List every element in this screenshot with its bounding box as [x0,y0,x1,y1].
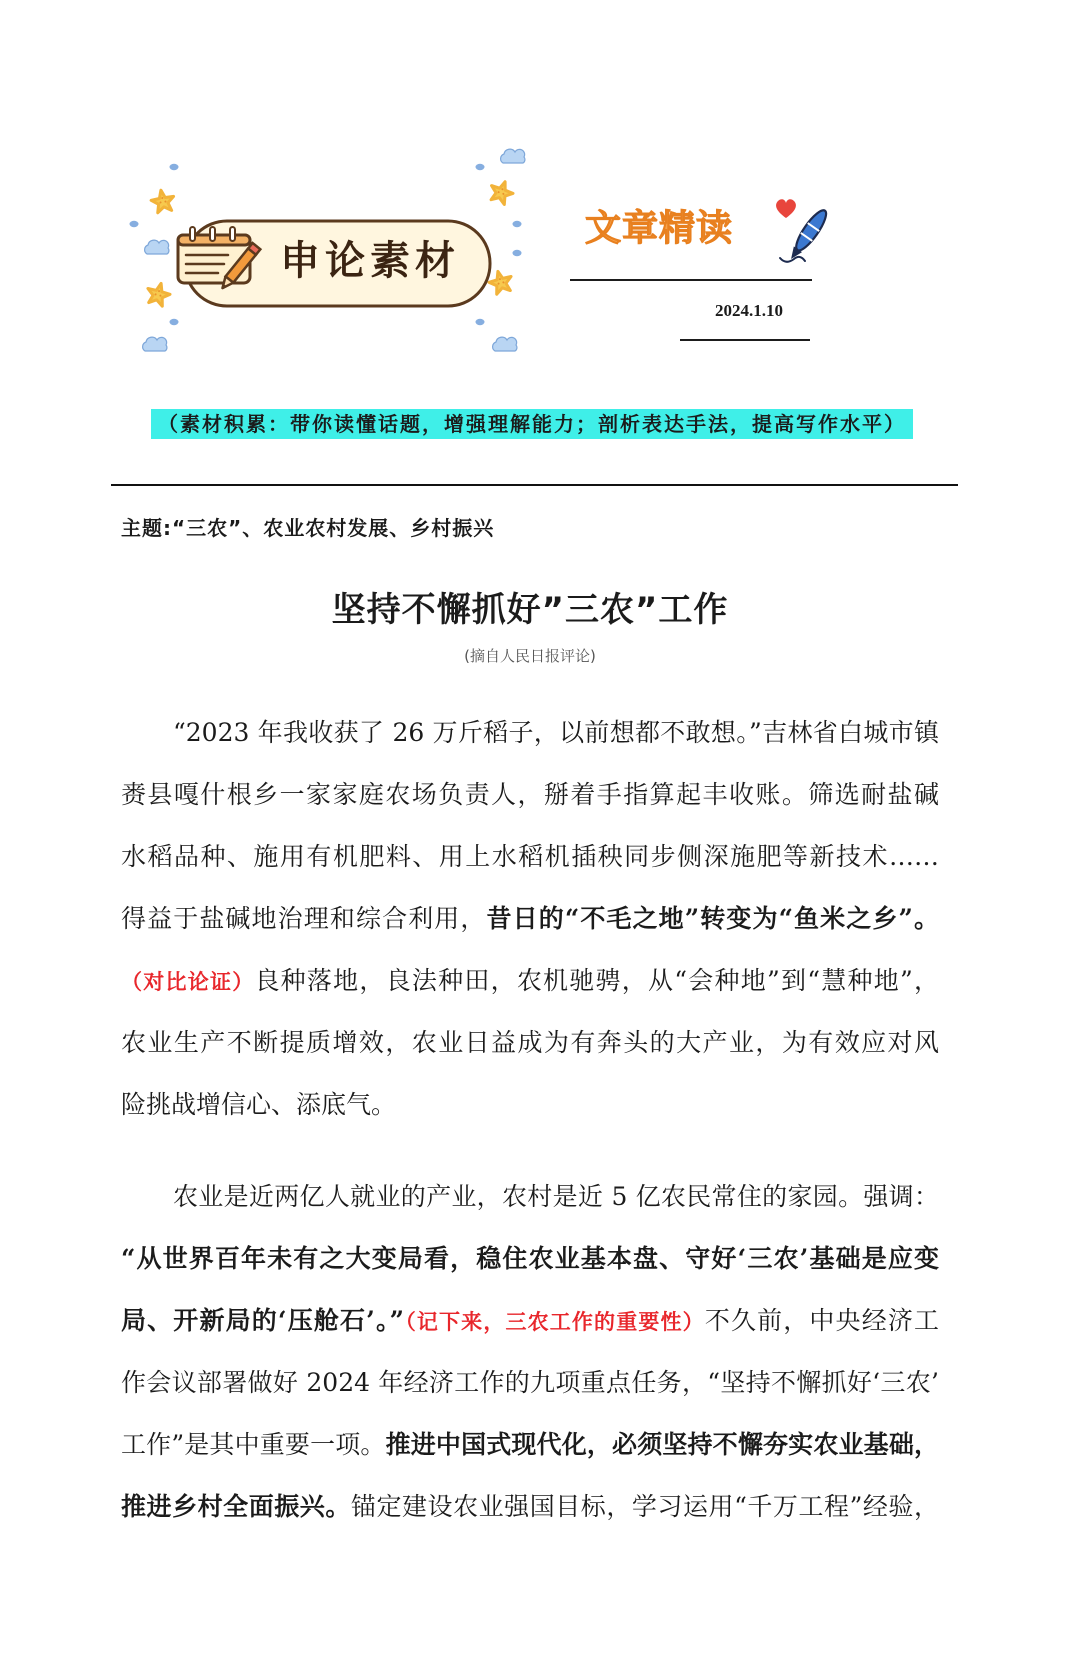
heart-icon [776,199,796,218]
paragraph-line [121,826,939,888]
emphasis-text: 局、开新局的‘压舱石’。” [121,1306,405,1335]
text-span: 赉县嘎什根乡一家家庭农场负责人，掰着手指算起丰收账。筛选耐盐碱 [121,780,939,809]
dot-icon [476,164,485,170]
text-span: 作会议部署做好 2024 年经济工作的九项重点任务，“坚持不懈抓好‘三农’ [121,1368,939,1397]
text-span: 农业生产不断提质增效，农业日益成为有奔头的大产业，为有效应对风 [121,1028,939,1057]
starfish-icon [487,178,516,206]
text-span: 得益于盐碱地治理和综合利用， [121,904,487,933]
paragraph-line [121,1166,939,1228]
dot-icon [170,164,179,170]
cloud-icon [501,149,525,163]
emphasis-text: 昔日的“不毛之地”转变为“鱼米之乡”。 [486,904,939,933]
paragraph-line [121,1074,939,1136]
date-rule-top [570,279,812,281]
dot-icon [513,221,522,227]
paragraph-line [121,702,939,764]
text-span: 良种落地，良法种田，农机驰骋，从“会种地”到“慧种地”， [254,966,939,995]
tagline-banner: （素材积累：带你读懂话题，增强理解能力；剖析表达手法，提高写作水平） [151,409,913,439]
text-span: 农业是近两亿人就业的产业，农村是近 5 亿农民常住的家园。强调： [173,1182,939,1211]
dot-icon [170,319,179,325]
date-rule-bottom [680,339,810,341]
paragraph-line [121,950,939,1012]
cloud-icon [493,337,517,351]
header-badge-banner [120,140,530,370]
notebook-pencil-icon [178,227,260,291]
emphasis-text: “从世界百年未有之大变局看，稳住农业基本盘、守好‘三农’基础是应变 [121,1244,939,1273]
starfish-icon [150,188,176,213]
paragraph-line [121,888,939,950]
heart-pen-decoration [770,192,835,267]
text-span: 险挑战增信心、添底气。 [121,1090,397,1119]
dot-icon [513,250,522,256]
paragraph-line [121,1012,939,1074]
article-source: (摘自人民日报评论) [464,647,596,665]
article-title: 坚持不懈抓好”三农”工作 [331,590,729,630]
annotation-note: （记下来，三农工作的重要性） [404,1310,705,1334]
dot-icon [130,221,139,227]
paragraph-line [121,1228,939,1290]
cloud-icon [143,337,167,351]
paragraph-line [121,764,939,826]
text-span: 不久前，中央经济工 [704,1306,939,1335]
text-span: 锚定建设农业强国目标，学习运用“千万工程”经验， [350,1492,939,1521]
annotation-note: （对比论证） [121,970,255,994]
starfish-icon [144,280,172,307]
dot-icon [476,319,485,325]
cloud-icon [145,240,169,254]
badge-title: 申论素材 [280,238,460,284]
paragraph-line [121,1290,939,1352]
paragraph-line [121,1414,939,1476]
text-span: 水稻品种、施用有机肥料、用上水稻机插秧同步侧深施肥等新技术…… [121,842,939,871]
emphasis-text: 推进乡村全面振兴。 [121,1492,351,1521]
section-title: 文章精读 [585,208,734,249]
text-span: 工作”是其中重要一项。 [121,1430,386,1459]
text-span: “2023 年我收获了 26 万斤稻子，以前想都不敢想。”吉林省白城市镇 [173,718,939,747]
starfish-icon [487,268,515,295]
paragraph-line [121,1476,939,1538]
publish-date: 2024.1.10 [715,301,783,320]
topic-line: 主题:“三农”、农业农村发展、乡村振兴 [121,516,495,540]
paragraph-2 [121,1166,939,1538]
emphasis-text: 推进中国式现代化，必须坚持不懈夯实农业基础， [385,1430,939,1459]
section-divider [111,484,958,486]
paragraph-1 [121,702,939,1136]
paragraph-line [121,1352,939,1414]
